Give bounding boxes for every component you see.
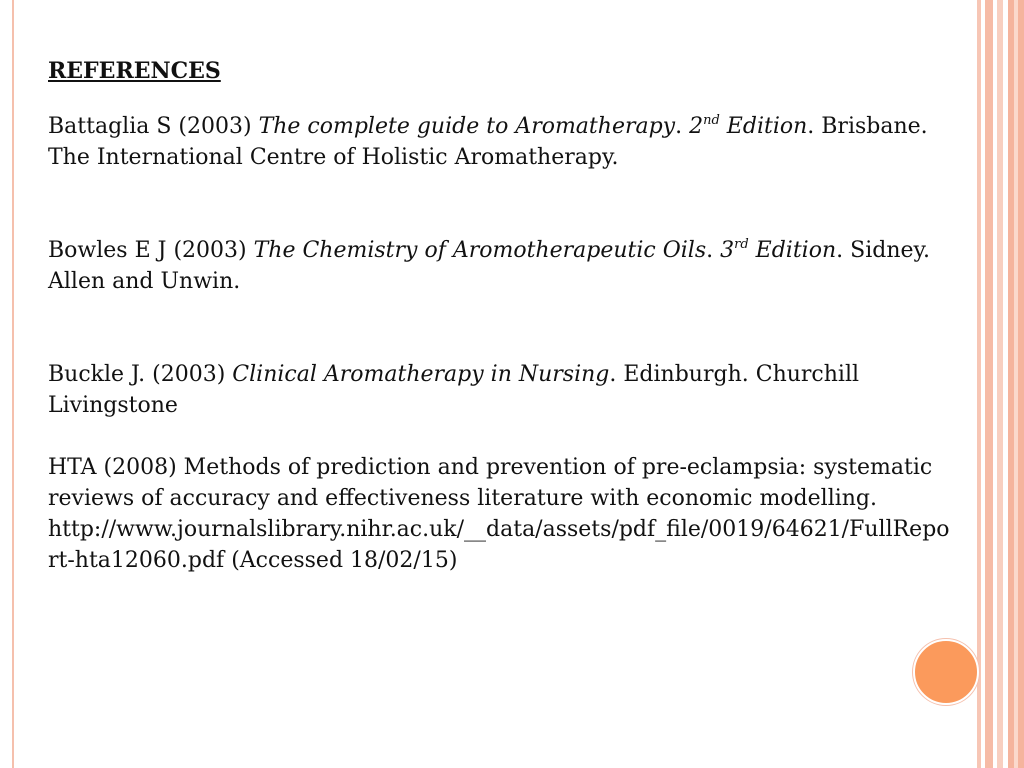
references-heading: REFERENCES: [48, 58, 221, 84]
ref-separator: .: [675, 114, 690, 139]
ref-separator: .: [706, 238, 721, 263]
reference-buckle: [48, 359, 958, 421]
ref-author-year: Battaglia S (2003): [48, 114, 259, 139]
ref-accessed: (Accessed 18/02/15): [224, 548, 458, 573]
right-stripe: [977, 0, 981, 768]
reference-hta: [48, 452, 958, 576]
ref-title: Clinical Aromatherapy in Nursing: [232, 362, 610, 387]
ref-edition: [720, 238, 836, 263]
ref-text: HTA (2008) Methods of prediction and prevention of pre-eclampsia: systematic reviews of accuracy and effectiveness literature with economic modelling.: [48, 455, 933, 511]
decorative-circle: [913, 639, 979, 705]
right-stripe: [985, 0, 993, 768]
ref-edition-suffix: rd: [734, 237, 749, 252]
ref-edition-word: Edition: [719, 114, 808, 139]
ref-edition-number: 2: [689, 114, 704, 139]
ref-title: The complete guide to Aromatherapy: [258, 114, 676, 139]
right-stripe: [1014, 0, 1018, 768]
right-stripe: [997, 0, 1003, 768]
reference-battaglia: [48, 111, 958, 173]
left-accent-line: [12, 0, 14, 768]
ref-publisher: . Sidney. Allen and Unwin.: [48, 238, 931, 294]
ref-url[interactable]: http://www.journalslibrary.nihr.ac.uk/__data/assets/pdf_file/0019/64621/FullReport-hta12060.pdf: [48, 517, 950, 573]
ref-title: The Chemistry of Aromotherapeutic Oils: [253, 238, 707, 263]
ref-publisher: . Edinburgh. Churchill Livingstone: [48, 362, 860, 418]
references-content: [48, 56, 958, 576]
ref-edition-suffix: nd: [703, 113, 720, 128]
ref-author-year: Buckle J. (2003): [48, 362, 233, 387]
ref-edition-number: 3: [720, 238, 735, 263]
reference-bowles: [48, 235, 958, 297]
ref-edition: [689, 114, 807, 139]
ref-publisher: . Brisbane. The International Centre of Holistic Aromatherapy.: [48, 114, 928, 170]
ref-author-year: Bowles E J (2003): [48, 238, 254, 263]
ref-edition-word: Edition: [748, 238, 837, 263]
